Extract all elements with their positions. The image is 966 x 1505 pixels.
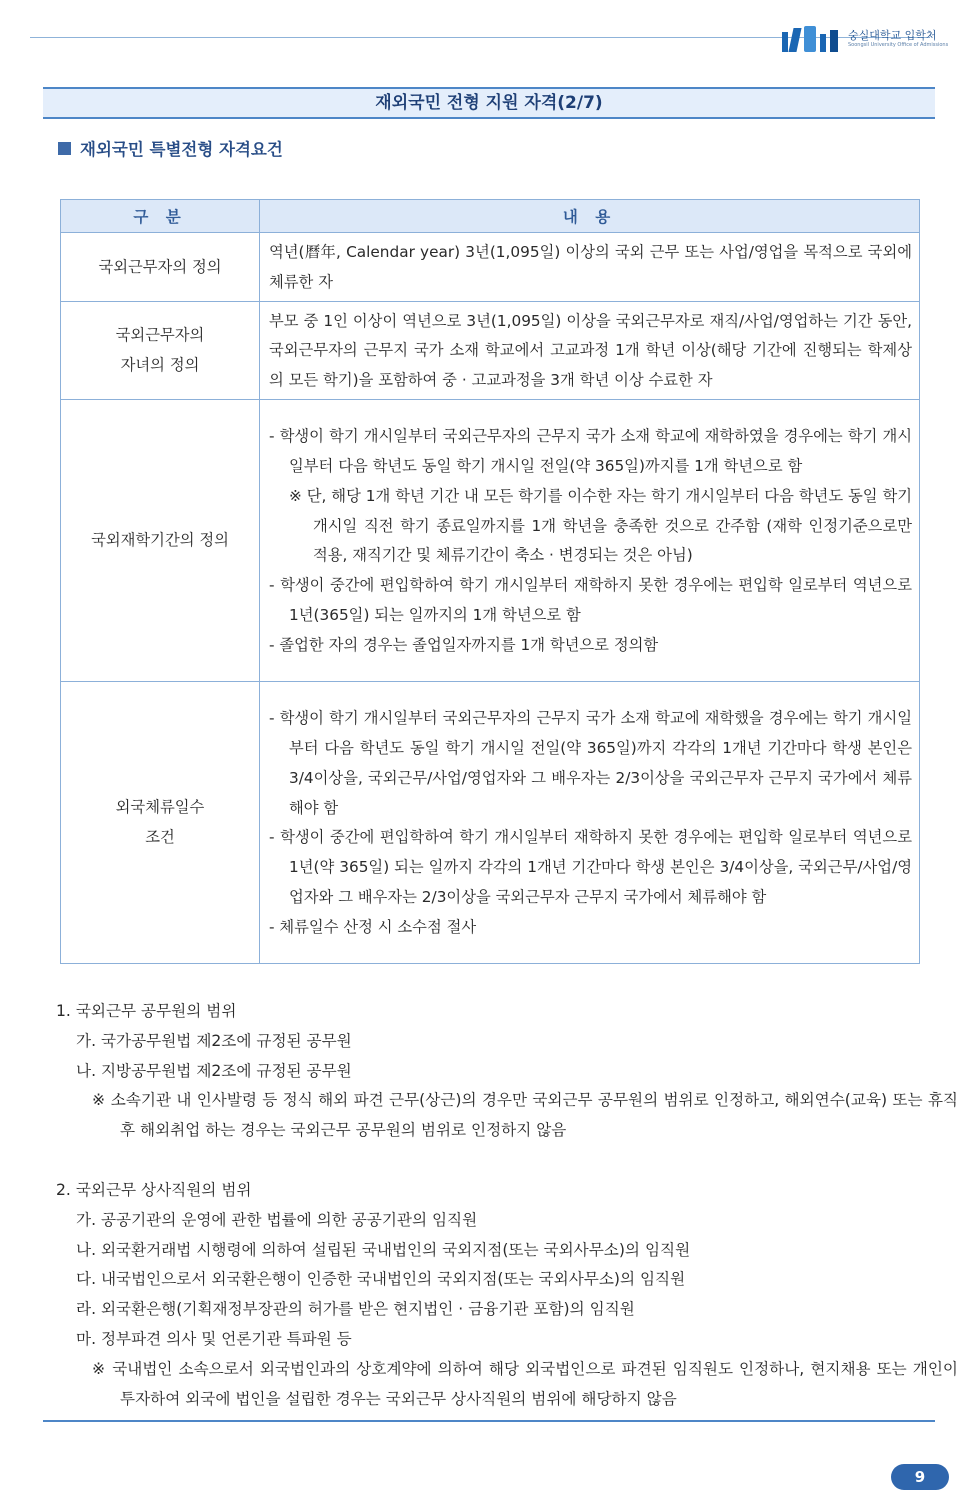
table-header-row <box>61 200 920 233</box>
section-1-title: 1. 국외근무 공무원의 범위 <box>56 1002 237 1020</box>
list-item: - 학생이 중간에 편입학하여 학기 개시일부터 재학하지 못한 경우에는 편입학 일로부터 역년으로 1년(365일) 되는 일까지의 1개 학년으로 함 <box>269 576 912 625</box>
logo-text: 숭실대학교 입학처 <box>848 29 937 42</box>
table-row <box>61 399 920 681</box>
row-category: 국외근무자의 자녀의 정의 <box>61 301 260 399</box>
list-item: - 학생이 학기 개시일부터 국외근무자의 근무지 국가 소재 학교에 재학했을 경우에는 학기 개시일부터 다음 학년도 동일 학기 개시일 전일(약 365일)까지 각각의 1개년 기간마다 학생 본인은 3/4이상을, 국외근무/사업/영업자와 그 배우자는 2/3이상을 국외근무자 근무지 국가에서 체류해야 함 <box>269 709 912 817</box>
list-item: - 체류일수 산정 시 소수점 절사 <box>269 917 477 936</box>
row-content: 부모 중 1인 이상이 역년으로 3년(1,095일) 이상을 국외근무자로 재직/사업/영업하는 기간 동안, 국외근무자의 근무지 국가 소재 학교에서 고교과정 1개 학년 이상(해당 기간에 진행되는 학제상의 모든 학기)을 포함하여 중 · 고교과정을 3개 학년 이상 수료한 자 <box>260 301 920 399</box>
table-row <box>61 233 920 302</box>
row-category: 국외재학기간의 정의 <box>61 399 260 681</box>
logo-mark-icon <box>782 26 844 54</box>
sub-heading <box>58 136 283 160</box>
header-category: 구 분 <box>61 200 260 233</box>
note-item: ※ 소속기관 내 인사발령 등 정식 해외 파견 근무(상근)의 경우만 국외근무 공무원의 범위로 인정하고, 해외연수(교육) 또는 휴직 후 해외취업 하는 경우는 국외근무 공무원의 범위로 인정하지 않음 <box>92 1091 958 1140</box>
table-row <box>61 301 920 399</box>
list-item: 나. 외국환거래법 시행령에 의하여 설립된 국내법인의 국외지점(또는 국외사무소)의 임직원 <box>76 1240 691 1259</box>
list-item: - 학생이 중간에 편입학하여 학기 개시일부터 재학하지 못한 경우에는 편입학 일로부터 역년으로 1년(약 365일) 되는 일까지 각각의 1개년 기간마다 학생 본인은 3/4이상을, 국외근무/사업/영업자와 그 배우자는 2/3이상을 국외근무자 근무지 국가에서 체류해야 함 <box>269 828 912 907</box>
requirements-table <box>60 199 920 964</box>
page-number: 9 <box>891 1464 949 1490</box>
list-item: 가. 공공기관의 운영에 관한 법률에 의한 공공기관의 임직원 <box>76 1210 478 1229</box>
row-category: 국외근무자의 정의 <box>61 233 260 302</box>
list-item: 다. 내국법인으로서 외국환은행이 인증한 국내법인의 국외지점(또는 국외사무소)의 임직원 <box>76 1270 686 1289</box>
list-item: 마. 정부파견 의사 및 언론기관 특파원 등 <box>76 1329 352 1348</box>
row-content <box>260 681 920 963</box>
row-category: 외국체류일수 조건 <box>61 681 260 963</box>
note-item: ※ 국내법인 소속으로서 외국법인과의 상호계약에 의하여 해당 외국법인으로 파견된 임직원도 인정하나, 현지채용 또는 개인이 투자하여 외국에 법인을 설립한 경우는 국외근무 상사직원의 범위에 해당하지 않음 <box>92 1359 958 1408</box>
list-item: 라. 외국환은행(기획재정부장관의 허가를 받은 현지법인 · 금융기관 포함)의 임직원 <box>76 1300 635 1319</box>
list-item: - 졸업한 자의 경우는 졸업일자까지를 1개 학년으로 정의함 <box>269 635 659 654</box>
row-content: 역년(曆年, Calendar year) 3년(1,095일) 이상의 국외 근무 또는 사업/영업을 목적으로 국외에 체류한 자 <box>260 233 920 302</box>
section-2 <box>56 1176 958 1414</box>
footer-rule <box>43 1420 935 1422</box>
section-2-title: 2. 국외근무 상사직원의 범위 <box>56 1181 252 1199</box>
section-1 <box>56 997 958 1146</box>
header-content: 내 용 <box>260 200 920 233</box>
square-bullet-icon <box>58 142 71 155</box>
list-item: 나. 지방공무원법 제2조에 규정된 공무원 <box>76 1061 352 1080</box>
sub-heading-text: 재외국민 특별전형 자격요건 <box>80 140 283 159</box>
row-content <box>260 399 920 681</box>
table-row <box>61 681 920 963</box>
note-item: ※ 단, 해당 1개 학년 기간 내 모든 학기를 이수한 자는 학기 개시일부터 다음 학년도 동일 학기 개시일 직전 학기 종료일까지를 1개 학년을 충족한 것으로 간주함 (재학 인정기준으로만 적용, 재직기간 및 체류기간이 축소 · 변경되는 것은 아님) <box>289 486 912 565</box>
university-logo <box>782 24 952 56</box>
logo-subtext: Soongsil University Office of Admissions <box>848 42 949 48</box>
section-title: 재외국민 전형 지원 자격(2/7) <box>43 87 935 119</box>
list-item: - 학생이 학기 개시일부터 국외근무자의 근무지 국가 소재 학교에 재학하였을 경우에는 학기 개시일부터 다음 학년도 동일 학기 개시일 전일(약 365일)까지를 1개 학년으로 함 <box>269 427 912 476</box>
list-item: 가. 국가공무원법 제2조에 규정된 공무원 <box>76 1031 352 1050</box>
